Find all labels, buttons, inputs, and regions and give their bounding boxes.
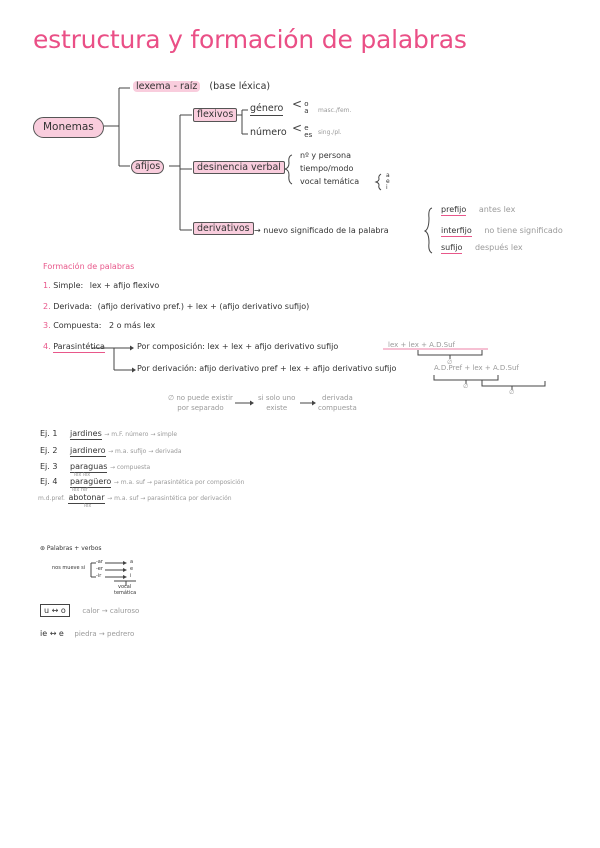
deriv-sufijo-note: después lex bbox=[474, 243, 523, 252]
note-line-1: ∅ no puede existir bbox=[168, 394, 233, 402]
formacion-item-3-name: Compuesta: bbox=[53, 321, 102, 330]
vocales-from bbox=[96, 559, 103, 580]
formacion-item-2-desc: (afijo derivativo pref.) + lex + (afijo derivativo sufijo) bbox=[97, 302, 310, 311]
ejemplo-4 bbox=[40, 478, 244, 486]
alternancia-1 bbox=[40, 607, 139, 615]
note-si-2: existe bbox=[266, 404, 288, 412]
flexivos-node: flexivos bbox=[193, 108, 237, 122]
deriv-interfijo-name: interfijo bbox=[441, 226, 472, 235]
vocales-to-3: i bbox=[130, 573, 132, 579]
lexema-label: lexema - raíz bbox=[133, 81, 200, 92]
derivacion-empty-2: ∅ bbox=[509, 389, 515, 396]
numero-val-e: e bbox=[304, 124, 309, 132]
vocal-val-a: a bbox=[386, 172, 390, 179]
numero-val-es: es bbox=[304, 131, 313, 139]
ejemplo-4-word: paragüero bbox=[70, 477, 112, 486]
por-derivacion-formula: A.D.Pref + lex + A.D.Suf bbox=[434, 364, 519, 372]
deriv-interfijo-note: no tiene significado bbox=[484, 226, 563, 235]
ejemplo-2-desc: → m.a. sufijo → derivada bbox=[108, 448, 182, 455]
lexema-node bbox=[133, 82, 270, 92]
ejemplo-1-label: Ej. 1 bbox=[40, 429, 58, 438]
note-res-2: compuesta bbox=[318, 404, 357, 412]
ejemplo-4-desc: → m.a. suf → parasintética por composición bbox=[113, 479, 245, 486]
vocales-heading: ⊛ Palabras + verbos bbox=[40, 545, 102, 552]
deriv-prefijo-note: antes lex bbox=[478, 205, 516, 214]
formacion-item-1-name: Simple: bbox=[53, 281, 84, 290]
ejemplo-3-word: paraguas bbox=[70, 462, 108, 471]
ejemplo-1 bbox=[40, 430, 177, 438]
formacion-heading: Formación de palabras bbox=[43, 262, 135, 271]
deriv-prefijo bbox=[441, 206, 515, 214]
formacion-item-3-desc: 2 o más lex bbox=[108, 321, 156, 330]
formacion-item-3-num: 3. bbox=[43, 321, 51, 330]
genero-note: masc./fem. bbox=[318, 107, 352, 114]
desinencia-item-1: nº y persona bbox=[300, 151, 351, 160]
ejemplo-1-word: jardines bbox=[70, 429, 102, 438]
por-composicion-formula: lex + lex + A.D.Suf bbox=[388, 341, 456, 349]
genero-values: < o a bbox=[292, 97, 309, 115]
ejemplo-5-desc: → m.a. suf → parasintética por derivación bbox=[107, 495, 232, 502]
numero-node: número bbox=[250, 127, 287, 138]
deriv-prefijo-name: prefijo bbox=[441, 205, 467, 214]
numero-note: sing./pl. bbox=[318, 129, 342, 136]
deriv-interfijo bbox=[441, 227, 563, 235]
alternancia-1-example: calor → caluroso bbox=[82, 607, 140, 615]
ejemplo-5-label: m.d.pref. bbox=[38, 495, 65, 502]
deriv-sufijo bbox=[441, 244, 523, 252]
ejemplo-4-sub: lex ref bbox=[72, 487, 88, 493]
note-si-solo bbox=[258, 393, 295, 413]
vocales-left: nos mueve si bbox=[52, 565, 86, 571]
vocal-val-i: i bbox=[386, 184, 388, 191]
vocales-to bbox=[130, 559, 133, 580]
vocales-from-3: -ir bbox=[96, 573, 102, 579]
note-si-1: si solo uno bbox=[258, 394, 296, 402]
ejemplo-3-label: Ej. 3 bbox=[40, 462, 58, 471]
desinencia-label: desinencia verbal bbox=[193, 161, 285, 174]
ejemplo-2-word: jardinero bbox=[70, 446, 106, 455]
vocales-to-1: a bbox=[130, 559, 134, 565]
alternancia-2 bbox=[40, 630, 134, 638]
vocales-to-2: e bbox=[130, 566, 134, 572]
formacion-item-2-name: Derivada: bbox=[53, 302, 93, 311]
ejemplo-4-label: Ej. 4 bbox=[40, 477, 58, 486]
deriv-sufijo-name: sufijo bbox=[441, 243, 463, 252]
genero-label: género bbox=[250, 103, 284, 114]
derivativos-meaning: → nuevo significado de la palabra bbox=[254, 226, 389, 235]
derivativos-node bbox=[193, 224, 254, 234]
vocales-tematica-label: temática bbox=[114, 590, 137, 596]
vocales-from-2: -er bbox=[96, 566, 103, 572]
root-monemas bbox=[33, 117, 104, 138]
genero-node bbox=[250, 104, 283, 114]
ejemplo-3 bbox=[40, 463, 150, 471]
note-line-2: por separado bbox=[177, 404, 224, 412]
genero-val-a: a bbox=[304, 107, 309, 115]
ejemplo-2 bbox=[40, 447, 182, 455]
vocales-vocal-label: vocal bbox=[118, 584, 132, 590]
composicion-empty: ∅ bbox=[447, 359, 453, 366]
ejemplo-3-desc: → compuesta bbox=[109, 464, 151, 471]
desinencia-node bbox=[193, 163, 285, 173]
formacion-item-2 bbox=[43, 303, 309, 311]
alternancia-2-example: piedra → pedrero bbox=[74, 630, 135, 638]
formacion-item-3 bbox=[43, 322, 155, 330]
derivativos-label: derivativos bbox=[193, 222, 254, 235]
formacion-item-2-num: 2. bbox=[43, 302, 51, 311]
por-composicion: Por composición: lex + lex + afijo derivativo sufijo bbox=[137, 342, 339, 351]
note-no-existir bbox=[168, 393, 233, 413]
vocales-from-1: -ar bbox=[96, 559, 103, 565]
ejemplo-3-sub: lex lex bbox=[74, 472, 91, 478]
note-res-1: derivada bbox=[322, 394, 353, 402]
formacion-item-4-name: Parasintética bbox=[53, 342, 105, 351]
formacion-item-1-desc: lex + afijo flexivo bbox=[89, 281, 160, 290]
formacion-item-1-num: 1. bbox=[43, 281, 51, 290]
desinencia-item-2: tiempo/modo bbox=[300, 164, 354, 173]
ejemplo-5 bbox=[38, 494, 232, 502]
note-result bbox=[318, 393, 357, 413]
ejemplo-5-word: abotonar bbox=[68, 493, 105, 502]
formacion-item-4 bbox=[43, 343, 105, 351]
numero-values: < e es bbox=[292, 121, 313, 139]
genero-val-o: o bbox=[304, 100, 309, 108]
root-label: Monemas bbox=[43, 121, 94, 133]
desinencia-item-3: vocal temática bbox=[300, 177, 360, 186]
formacion-item-1 bbox=[43, 282, 159, 290]
por-derivacion: Por derivación: afijo derivativo pref + lex + afijo derivativo sufijo bbox=[137, 364, 397, 373]
formacion-item-4-num: 4. bbox=[43, 342, 51, 351]
page-title: estructura y formación de palabras bbox=[33, 25, 467, 54]
afijos-node: afijos bbox=[131, 160, 164, 174]
derivacion-empty-1: ∅ bbox=[463, 383, 469, 390]
ejemplo-1-desc: → m.F. número → simple bbox=[104, 431, 178, 438]
ejemplo-5-sub: lex bbox=[84, 503, 92, 509]
lexema-note: (base léxica) bbox=[209, 81, 271, 92]
alternancia-2-tag: ie ↔ e bbox=[40, 629, 64, 638]
vocal-val-e: e bbox=[386, 178, 390, 185]
ejemplo-2-label: Ej. 2 bbox=[40, 446, 58, 455]
vocal-values bbox=[386, 173, 390, 191]
alternancia-1-tag: u ↔ o bbox=[40, 604, 70, 617]
